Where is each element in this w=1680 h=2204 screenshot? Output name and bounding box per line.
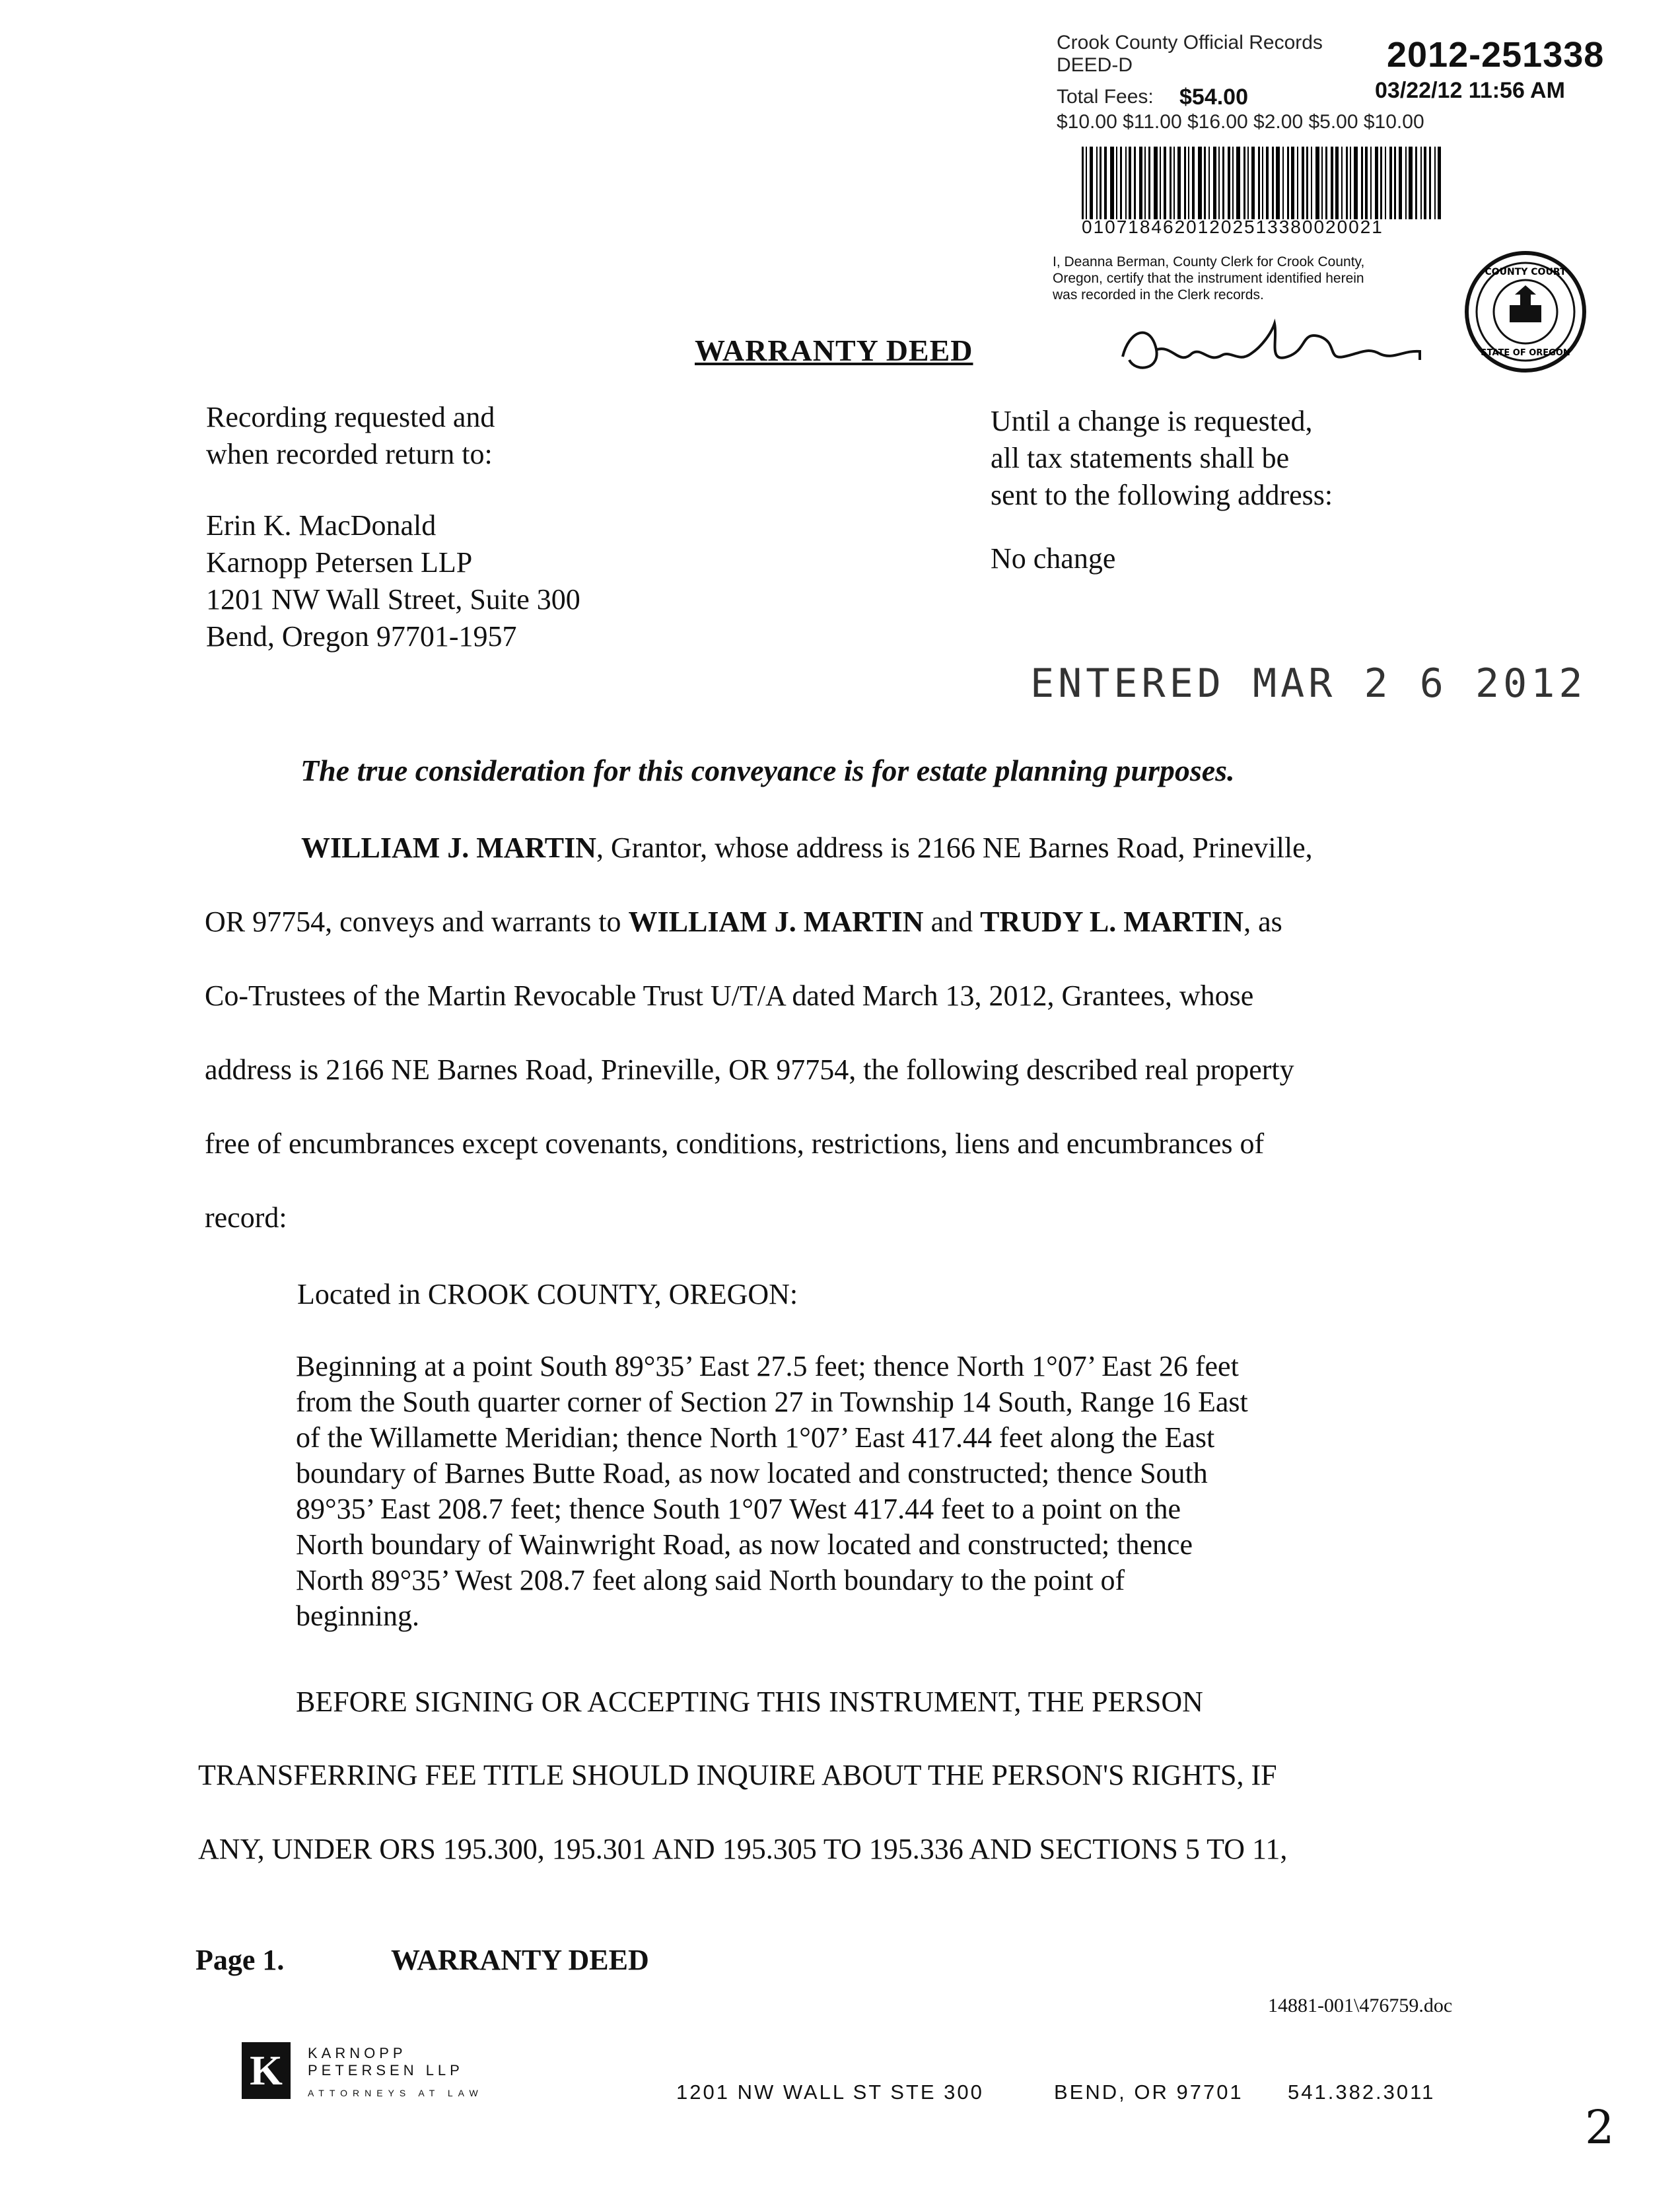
legal-line: of the Willamette Meridian; thence North 1°07’ East 417.44 feet along the East [296, 1421, 1215, 1454]
firm-tagline: ATTORNEYS AT LAW [308, 2088, 483, 2098]
barcode-bar [1148, 147, 1150, 219]
barcode-bar [1164, 147, 1166, 219]
body-line-2-end: , as [1243, 906, 1282, 938]
barcode-bar [1375, 147, 1378, 219]
barcode-bar [1266, 147, 1269, 219]
handwritten-page-mark: 2 [1585, 2100, 1615, 2154]
barcode-bar [1208, 147, 1210, 219]
barcode-bar [1218, 147, 1220, 219]
legal-line: beginning. [296, 1600, 419, 1632]
return-to-line2: when recorded return to: [206, 438, 493, 470]
barcode-bar [1311, 147, 1312, 219]
barcode-bar [1120, 147, 1122, 219]
barcode-bar [1335, 147, 1339, 219]
barcode-bar [1228, 147, 1230, 219]
barcode-bar [1415, 147, 1417, 219]
barcode-bar [1287, 147, 1289, 219]
barcode-bar [1232, 147, 1234, 219]
located-heading: Located in CROOK COUNTY, OREGON: [297, 1278, 798, 1310]
recording-datetime: 03/22/12 11:56 AM [1375, 78, 1565, 103]
barcode-bar [1291, 147, 1294, 219]
fees-label: Total Fees: [1057, 86, 1154, 108]
barcode-bar [1104, 147, 1107, 219]
barcode-bar [1405, 147, 1407, 219]
svg-text:STATE OF OREGON: STATE OF OREGON [1481, 348, 1570, 358]
barcode-bar [1385, 147, 1386, 219]
body-line-2-and: and [923, 906, 981, 938]
return-to-city: Bend, Oregon 97701-1957 [206, 620, 517, 653]
barcode-bar [1272, 147, 1274, 219]
grantor-name: WILLIAM J. MARTIN [301, 832, 597, 864]
body-line-2-text: OR 97754, conveys and warrants to [205, 906, 629, 938]
legal-line: from the South quarter corner of Section 27 in Township 14 South, Range 16 East [296, 1386, 1248, 1418]
svg-text:COUNTY COURT: COUNTY COURT [1485, 267, 1566, 277]
barcode-bar [1116, 147, 1117, 219]
barcode-bar [1282, 147, 1284, 219]
consideration-statement: The true consideration for this conveyance is for estate planning purposes. [300, 754, 1235, 787]
barcode-bar [1198, 147, 1202, 219]
barcode-bar [1394, 147, 1396, 219]
barcode-bar [1243, 147, 1245, 219]
return-to-line1: Recording requested and [206, 401, 495, 433]
fee-breakdown: $10.00 $11.00 $16.00 $2.00 $5.00 $10.00 [1057, 111, 1424, 133]
legal-line: North boundary of Wainwright Road, as now located and constructed; thence [296, 1528, 1193, 1561]
barcode-bar [1110, 147, 1114, 219]
barcode-bar [1297, 147, 1298, 219]
barcode-bar [1341, 147, 1343, 219]
barcode-bar [1380, 147, 1382, 219]
legal-description [296, 1349, 1248, 1634]
return-to-firm: Karnopp Petersen LLP [206, 546, 473, 579]
statute-line-3: ANY, UNDER ORS 195.300, 195.301 AND 195.305 TO 195.336 AND SECTIONS 5 TO 11, [198, 1833, 1288, 1865]
barcode-bar [1258, 147, 1260, 219]
barcode-bar [1438, 147, 1441, 219]
recording-doc-type: DEED-D [1057, 54, 1133, 76]
letterhead-address: 1201 NW WALL ST STE 300 [676, 2080, 984, 2104]
firm-name-1: KARNOPP [308, 2045, 407, 2061]
body-line-1-text: , Grantor, whose address is 2166 NE Barnes Road, Prineville, [596, 832, 1313, 864]
barcode-bar [1134, 147, 1136, 219]
tax-line1: Until a change is requested, [991, 405, 1313, 437]
barcode-bar [1170, 147, 1172, 219]
barcode-bar [1082, 147, 1084, 219]
barcode-bar [1346, 147, 1348, 219]
barcode-bar [1276, 147, 1280, 219]
tax-statement-block [991, 403, 1333, 577]
barcode-bar [1321, 147, 1323, 219]
legal-line: 89°35’ East 208.7 feet; thence South 1°07 West 417.44 feet to a point on the [296, 1493, 1181, 1525]
return-to-block [206, 399, 580, 655]
letterhead-phone: 541.382.3011 [1288, 2080, 1436, 2104]
return-to-street: 1201 NW Wall Street, Suite 300 [206, 583, 580, 616]
barcode-bar [1389, 147, 1392, 219]
legal-line: North 89°35’ West 208.7 feet along said North boundary to the point of [296, 1564, 1125, 1596]
barcode-bar [1184, 147, 1186, 219]
grantee-1-name: WILLIAM J. MARTIN [628, 906, 924, 938]
barcode-bar [1429, 147, 1431, 219]
return-to-name: Erin K. MacDonald [206, 509, 437, 542]
barcode-bar [1086, 147, 1087, 219]
body-line-4: address is 2166 NE Barnes Road, Prineville, OR 97754, the following described real property [205, 1053, 1294, 1086]
barcode-bar [1251, 147, 1255, 219]
body-line-6: record: [205, 1201, 287, 1234]
barcode-bar [1331, 147, 1333, 219]
body-line-1 [301, 834, 1313, 863]
barcode-bar [1365, 147, 1368, 219]
document-title: WARRANTY DEED [695, 334, 973, 367]
tax-address-value: No change [991, 542, 1116, 575]
barcode-bar [1306, 147, 1308, 219]
barcode-bar [1204, 147, 1206, 219]
county-seal-icon [1465, 251, 1586, 373]
tax-line3: sent to the following address: [991, 479, 1333, 511]
legal-line: boundary of Barnes Butte Road, as now located and constructed; thence South [296, 1457, 1208, 1489]
barcode-bar [1139, 147, 1142, 219]
statute-line-2: TRANSFERRING FEE TITLE SHOULD INQUIRE ABOUT THE PERSON'S RIGHTS, IF [198, 1759, 1277, 1791]
body-line-2 [205, 907, 1282, 937]
barcode-bar [1100, 147, 1102, 219]
footer-title: WARRANTY DEED [391, 1944, 649, 1976]
barcode-bar [1354, 147, 1358, 219]
tax-line2: all tax statements shall be [991, 442, 1290, 474]
barcode-bar [1424, 147, 1426, 219]
statute-line-1: BEFORE SIGNING OR ACCEPTING THIS INSTRUMENT, THE PERSON [296, 1686, 1203, 1718]
barcode-bar [1361, 147, 1363, 219]
firm-logo-letter: K [250, 2047, 283, 2094]
barcode-bar [1188, 147, 1189, 219]
barcode-bar [1125, 147, 1127, 219]
firm-name-block [308, 2045, 483, 2102]
body-line-3: Co-Trustees of the Martin Revocable Trust U/T/A dated March 13, 2012, Grantees, whose [205, 979, 1254, 1012]
barcode-bar [1154, 147, 1158, 219]
letterhead-city: BEND, OR 97701 [1054, 2080, 1243, 2104]
barcode-number: 01071846201202513380020021 [1082, 217, 1383, 237]
barcode-bar [1236, 147, 1240, 219]
firm-name-2: PETERSEN LLP [308, 2062, 464, 2079]
barcode-bar [1370, 147, 1372, 219]
barcode-bar [1350, 147, 1351, 219]
clerk-signature [1109, 310, 1440, 383]
barcode-bar [1096, 147, 1098, 219]
barcode-bar [1222, 147, 1224, 219]
grantee-2-name: TRUDY L. MARTIN [980, 906, 1244, 938]
barcode-bar [1434, 147, 1436, 219]
barcode-bar [1262, 147, 1263, 219]
barcode-bar [1399, 147, 1402, 219]
legal-line: Beginning at a point South 89°35’ East 27.5 feet; thence North 1°07’ East 26 feet [296, 1350, 1239, 1382]
barcode-bar [1144, 147, 1146, 219]
recording-office: Crook County Official Records [1057, 32, 1323, 53]
page-number: Page 1. [195, 1944, 285, 1976]
fees-value: $54.00 [1179, 85, 1248, 110]
firm-logo-icon [242, 2042, 291, 2099]
document-reference: 14881-001\476759.doc [1268, 1995, 1453, 2016]
barcode-bar [1409, 147, 1413, 219]
barcode-bar [1302, 147, 1304, 219]
barcode-bar [1325, 147, 1327, 219]
entered-stamp: ENTERED MAR 2 6 2012 [1030, 660, 1587, 707]
recording-number: 2012-251338 [1387, 35, 1605, 75]
barcode-bar [1213, 147, 1216, 219]
clerk-certification: I, Deanna Berman, County Clerk for Crook County, Oregon, certify that the instrument identified herein was recorded in the Clerk records. [1053, 254, 1365, 302]
barcode-bar [1315, 147, 1319, 219]
barcode [1082, 147, 1584, 219]
barcode-bar [1247, 147, 1249, 219]
barcode-bar [1420, 147, 1422, 219]
barcode-bar [1177, 147, 1181, 219]
barcode-bar [1192, 147, 1195, 219]
barcode-bar [1160, 147, 1161, 219]
barcode-bar [1173, 147, 1175, 219]
barcode-bar [1090, 147, 1093, 219]
barcode-bar [1129, 147, 1131, 219]
body-line-5: free of encumbrances except covenants, conditions, restrictions, liens and encumbrances of [205, 1127, 1265, 1160]
